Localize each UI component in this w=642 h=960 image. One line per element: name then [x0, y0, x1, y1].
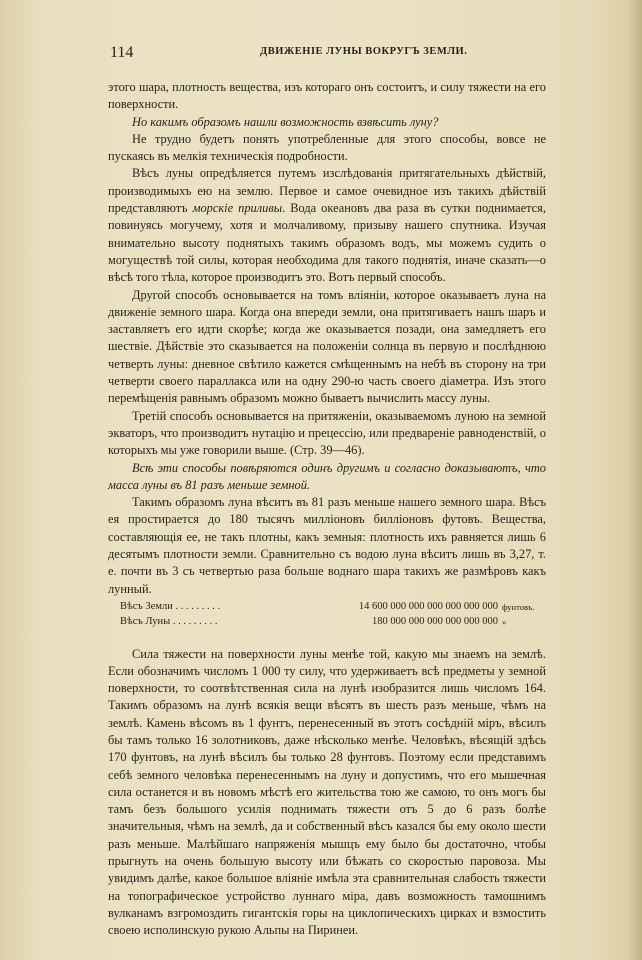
table-row-label: Вѣсъ Земли . . . . . . . . . [120, 600, 221, 612]
table-row [108, 600, 546, 615]
paragraph-second-method: Другой способъ основывается на томъ вліяніи, которое оказываетъ луна на движеніе земного шара. Когда она впереди земли, она притягиваетъ нашъ шаръ и заставляетъ его идти скорѣе; когда же оказывается позади, она замедляетъ его шествіе. Дѣйствіе это сказывается на положеніи солнца въ первую и послѣднюю четверть луны: дневное свѣтило кажется смѣщеннымъ на небѣ въ сторону на три четверти своего параллакса или на одну 290-ю часть своего діаметра. Изъ этого перемѣщенія равнымъ образомъ можно бываетъ вычислить массу луны. [108, 287, 546, 406]
table-row-unit: » [502, 616, 507, 627]
paragraph-moon-mass: Такимъ образомъ луна вѣситъ въ 81 разъ меньше нашего земного шара. Вѣсъ ея простирается до 180 тысячъ милліоновъ билліоновъ футовъ. Вещества, составляющія ее, не такъ плотны, какъ земныя: плотность ихъ равняется лишь 6 десятымъ плотности земли. Сравнительно съ водою луна вѣситъ лишь въ 3,27, т. е. почти въ 3 съ четвертью раза больше воднаго шара такихъ же размѣровъ какъ лунный. [108, 495, 546, 596]
paragraph-methods-intro: Не трудно будетъ понять употребленные для этого способы, вовсе не пускаясь въ мелкія техническія подробности. [108, 131, 546, 164]
table-row [108, 615, 546, 630]
section-gap [108, 630, 546, 646]
term-tides: морскіе приливы [192, 201, 283, 216]
running-title: ДВИЖЕНІЕ ЛУНЫ ВОКРУГЪ ЗЕМЛИ. [260, 46, 468, 57]
page-edge-shadow [628, 0, 642, 960]
paragraph-conclusion: Всѣ эти способы повѣряются одинъ другимъ и согласно доказываютъ, что масса луны въ 81 разъ меньше земной. [108, 460, 546, 492]
paragraph-first-method-part-1: Вѣсъ луны опредѣляется путемъ изслѣдованія притягательныхъ дѣйствій, производимыхъ ею на землю. Первое и самое очевидное изъ такихъ дѣйствій представляютъ [108, 166, 546, 216]
weight-table [108, 600, 546, 630]
paragraph-first-method [108, 165, 546, 286]
question-heading: Но какимъ образомъ нашли возможность взвѣсить луну? [132, 114, 439, 129]
paragraph-third-method: Третій способъ основывается на притяженіи, оказываемомъ луною на земной экваторъ, что производитъ нутацію и прецессію, или предвареніе равноденствій, о которыхъ мы уже говорили выше. (Стр. 39—46). [108, 408, 546, 458]
page-body [108, 79, 546, 940]
table-row-value: 180 000 000 000 000 000 000 [372, 615, 498, 627]
page-number: 114 [110, 44, 134, 61]
table-row-value: 14 600 000 000 000 000 000 000 [358, 600, 498, 612]
page-header [110, 44, 550, 64]
table-row-label: Вѣсъ Луны . . . . . . . . . [120, 615, 218, 627]
table-row-unit: фунтовъ. [502, 601, 535, 612]
paragraph-gravity: Сила тяжести на поверхности луны менѣе той, какую мы знаемъ на землѣ. Если обозначимъ числомъ 1 000 ту силу, что удерживаетъ всѣ предметы у земной поверхности, то соотвѣтственная сила на лунѣ изобразится лишь числомъ 164. Такимъ образомъ на лунѣ всякія вещи вѣсятъ въ шесть разъ меньше, чѣмъ на землѣ. Камень вѣсомъ въ 1 фунтъ, перенесенный въ этотъ сосѣдній міръ, вѣсилъ бы тамъ только 16 золотниковъ, даже нѣсколько менѣе. Человѣкъ, вѣсящій здѣсь 170 фунтовъ, на лунѣ вѣсилъ бы только 28 фунтовъ. Поэтому если представимъ себѣ земного человѣка перенесеннымъ на луну и допустимъ, что его мышечная сила останется и въ новомъ мѣстѣ его жительства тою же самою, то онъ могъ бы тамъ безъ большого усилія поднимать тяжести отъ 5 до 6 разъ болѣе значительныя, чѣмъ на землѣ, да и собственный вѣсъ казался бы ему около шести разъ меньше. Малѣйшаго напряженія мышцъ ему было бы достаточно, чтобы прыгнуть на очень большую высоту или бѣжать со скоростью паровоза. Мы увидимъ далѣе, какое большое вліяніе имѣла эта сравнительная слабость тяжести на топографическое устройство луннаго міра, давъ возможность тамошнимъ вулканамъ взгромоздить гигантскія горы на циклопическихъ цирках и взмостить своею исполинскую рукою Альпы на Пиринеи. [108, 646, 546, 938]
paragraph-first-method-part-2: . Вода океановъ два раза въ сутки поднимается, повинуясь могучему, хотя и молчаливому, призыву нашего спутника. Изучая внимательно высоту поднятыхъ такимъ образомъ водъ, мы можемъ судить о могуществѣ той силы, которая необходима для такого поднятія, иначе сказать—о вѣсѣ того тѣла, которое производитъ это. Вотъ первый способъ. [108, 201, 546, 285]
paragraph-continuation: этого шара, плотность вещества, изъ котораго онъ состоитъ, и силу тяжести на его поверхности. [108, 80, 546, 112]
